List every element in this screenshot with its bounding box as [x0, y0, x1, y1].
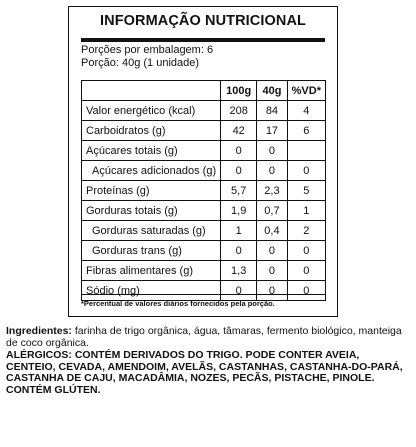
value-100g: 208: [221, 101, 257, 121]
value-40g: 0: [257, 241, 287, 261]
value-vd: 0: [287, 241, 325, 261]
nutrition-facts-panel: [68, 6, 338, 317]
nutrient-row-sodium: [82, 281, 326, 301]
footnote-divider: [81, 294, 325, 295]
nutrient-row-energy: [82, 101, 326, 121]
value-40g: 0: [257, 161, 287, 181]
ingredients-block: [6, 326, 410, 349]
value-vd: 0: [287, 281, 325, 301]
header-40g: 40g: [257, 81, 287, 101]
value-vd: 0: [287, 161, 325, 181]
value-100g: 1,3: [221, 261, 257, 281]
header-100g: 100g: [221, 81, 257, 101]
nutrient-row-dietary-fiber: [82, 261, 326, 281]
allergens-text: ALÉRGICOS: CONTÉM DERIVADOS DO TRIGO. PODE CONTER AVEIA, CENTEIO, CEVADA, AMENDOIM, AVELÃS, CASTANHAS, CASTANHA-DO-PARÁ, CASTANHA DE CAJU, MACADÂMIA, NOZES, PECÃS, PISTACHE, PINOLE. CONTÉM GLÚTEN.: [6, 349, 403, 396]
nutrient-name: Carboidratos (g): [82, 121, 221, 141]
nutrient-name: Gorduras saturadas (g): [82, 221, 221, 241]
ingredients-text: farinha de trigo orgânica, água, tâmaras, fermento biológico, manteiga de coco orgânica.: [6, 325, 402, 349]
nutrient-row-proteins: [82, 181, 326, 201]
value-100g: 0: [221, 141, 257, 161]
footnote: *Percentual de valores diários fornecidos pela porção.: [81, 299, 275, 308]
nutrient-row-carbohydrates: [82, 121, 326, 141]
nutrient-name: Açúcares adicionados (g): [82, 161, 221, 181]
value-vd: 6: [287, 121, 325, 141]
value-40g: 84: [257, 101, 287, 121]
ingredients-label: Ingredientes:: [6, 325, 72, 337]
servings-per-package: Porções por embalagem: 6: [81, 44, 214, 56]
nutrient-row-saturated-fat: [82, 221, 326, 241]
nutrient-row-trans-fat: [82, 241, 326, 261]
nutrient-name: Gorduras totais (g): [82, 201, 221, 221]
nutrient-name: Gorduras trans (g): [82, 241, 221, 261]
value-vd: 0: [287, 261, 325, 281]
title-divider: [81, 38, 325, 42]
nutrition-header-row: [82, 81, 326, 101]
nutrient-row-added-sugars: [82, 161, 326, 181]
nutrient-name: Fibras alimentares (g): [82, 261, 221, 281]
value-vd: 4: [287, 101, 325, 121]
value-40g: 0,4: [257, 221, 287, 241]
serving-size: Porção: 40g (1 unidade): [81, 57, 200, 69]
value-vd: 2: [287, 221, 325, 241]
nutrient-row-total-fat: [82, 201, 326, 221]
value-vd: [287, 141, 325, 161]
value-100g: 0: [221, 241, 257, 261]
nutrient-name: Proteínas (g): [82, 181, 221, 201]
header-vd: %VD*: [287, 81, 325, 101]
nutrient-name: Açúcares totais (g): [82, 141, 221, 161]
value-100g: 1,9: [221, 201, 257, 221]
value-40g: 0,7: [257, 201, 287, 221]
nutrition-title: INFORMAÇÃO NUTRICIONAL: [100, 13, 306, 29]
value-vd: 1: [287, 201, 325, 221]
nutrient-name: Sódio (mg): [82, 281, 221, 301]
value-100g: 42: [221, 121, 257, 141]
value-100g: 5,7: [221, 181, 257, 201]
header-blank-cell: [82, 81, 221, 101]
value-100g: 0: [221, 281, 257, 301]
nutrition-table: [81, 80, 326, 301]
value-40g: 0: [257, 281, 287, 301]
value-100g: 0: [221, 161, 257, 181]
value-100g: 1: [221, 221, 257, 241]
value-40g: 2,3: [257, 181, 287, 201]
nutrient-name: Valor energético (kcal): [82, 101, 221, 121]
value-40g: 0: [257, 261, 287, 281]
value-40g: 17: [257, 121, 287, 141]
value-vd: 5: [287, 181, 325, 201]
nutrient-row-total-sugars: [82, 141, 326, 161]
value-40g: 0: [257, 141, 287, 161]
